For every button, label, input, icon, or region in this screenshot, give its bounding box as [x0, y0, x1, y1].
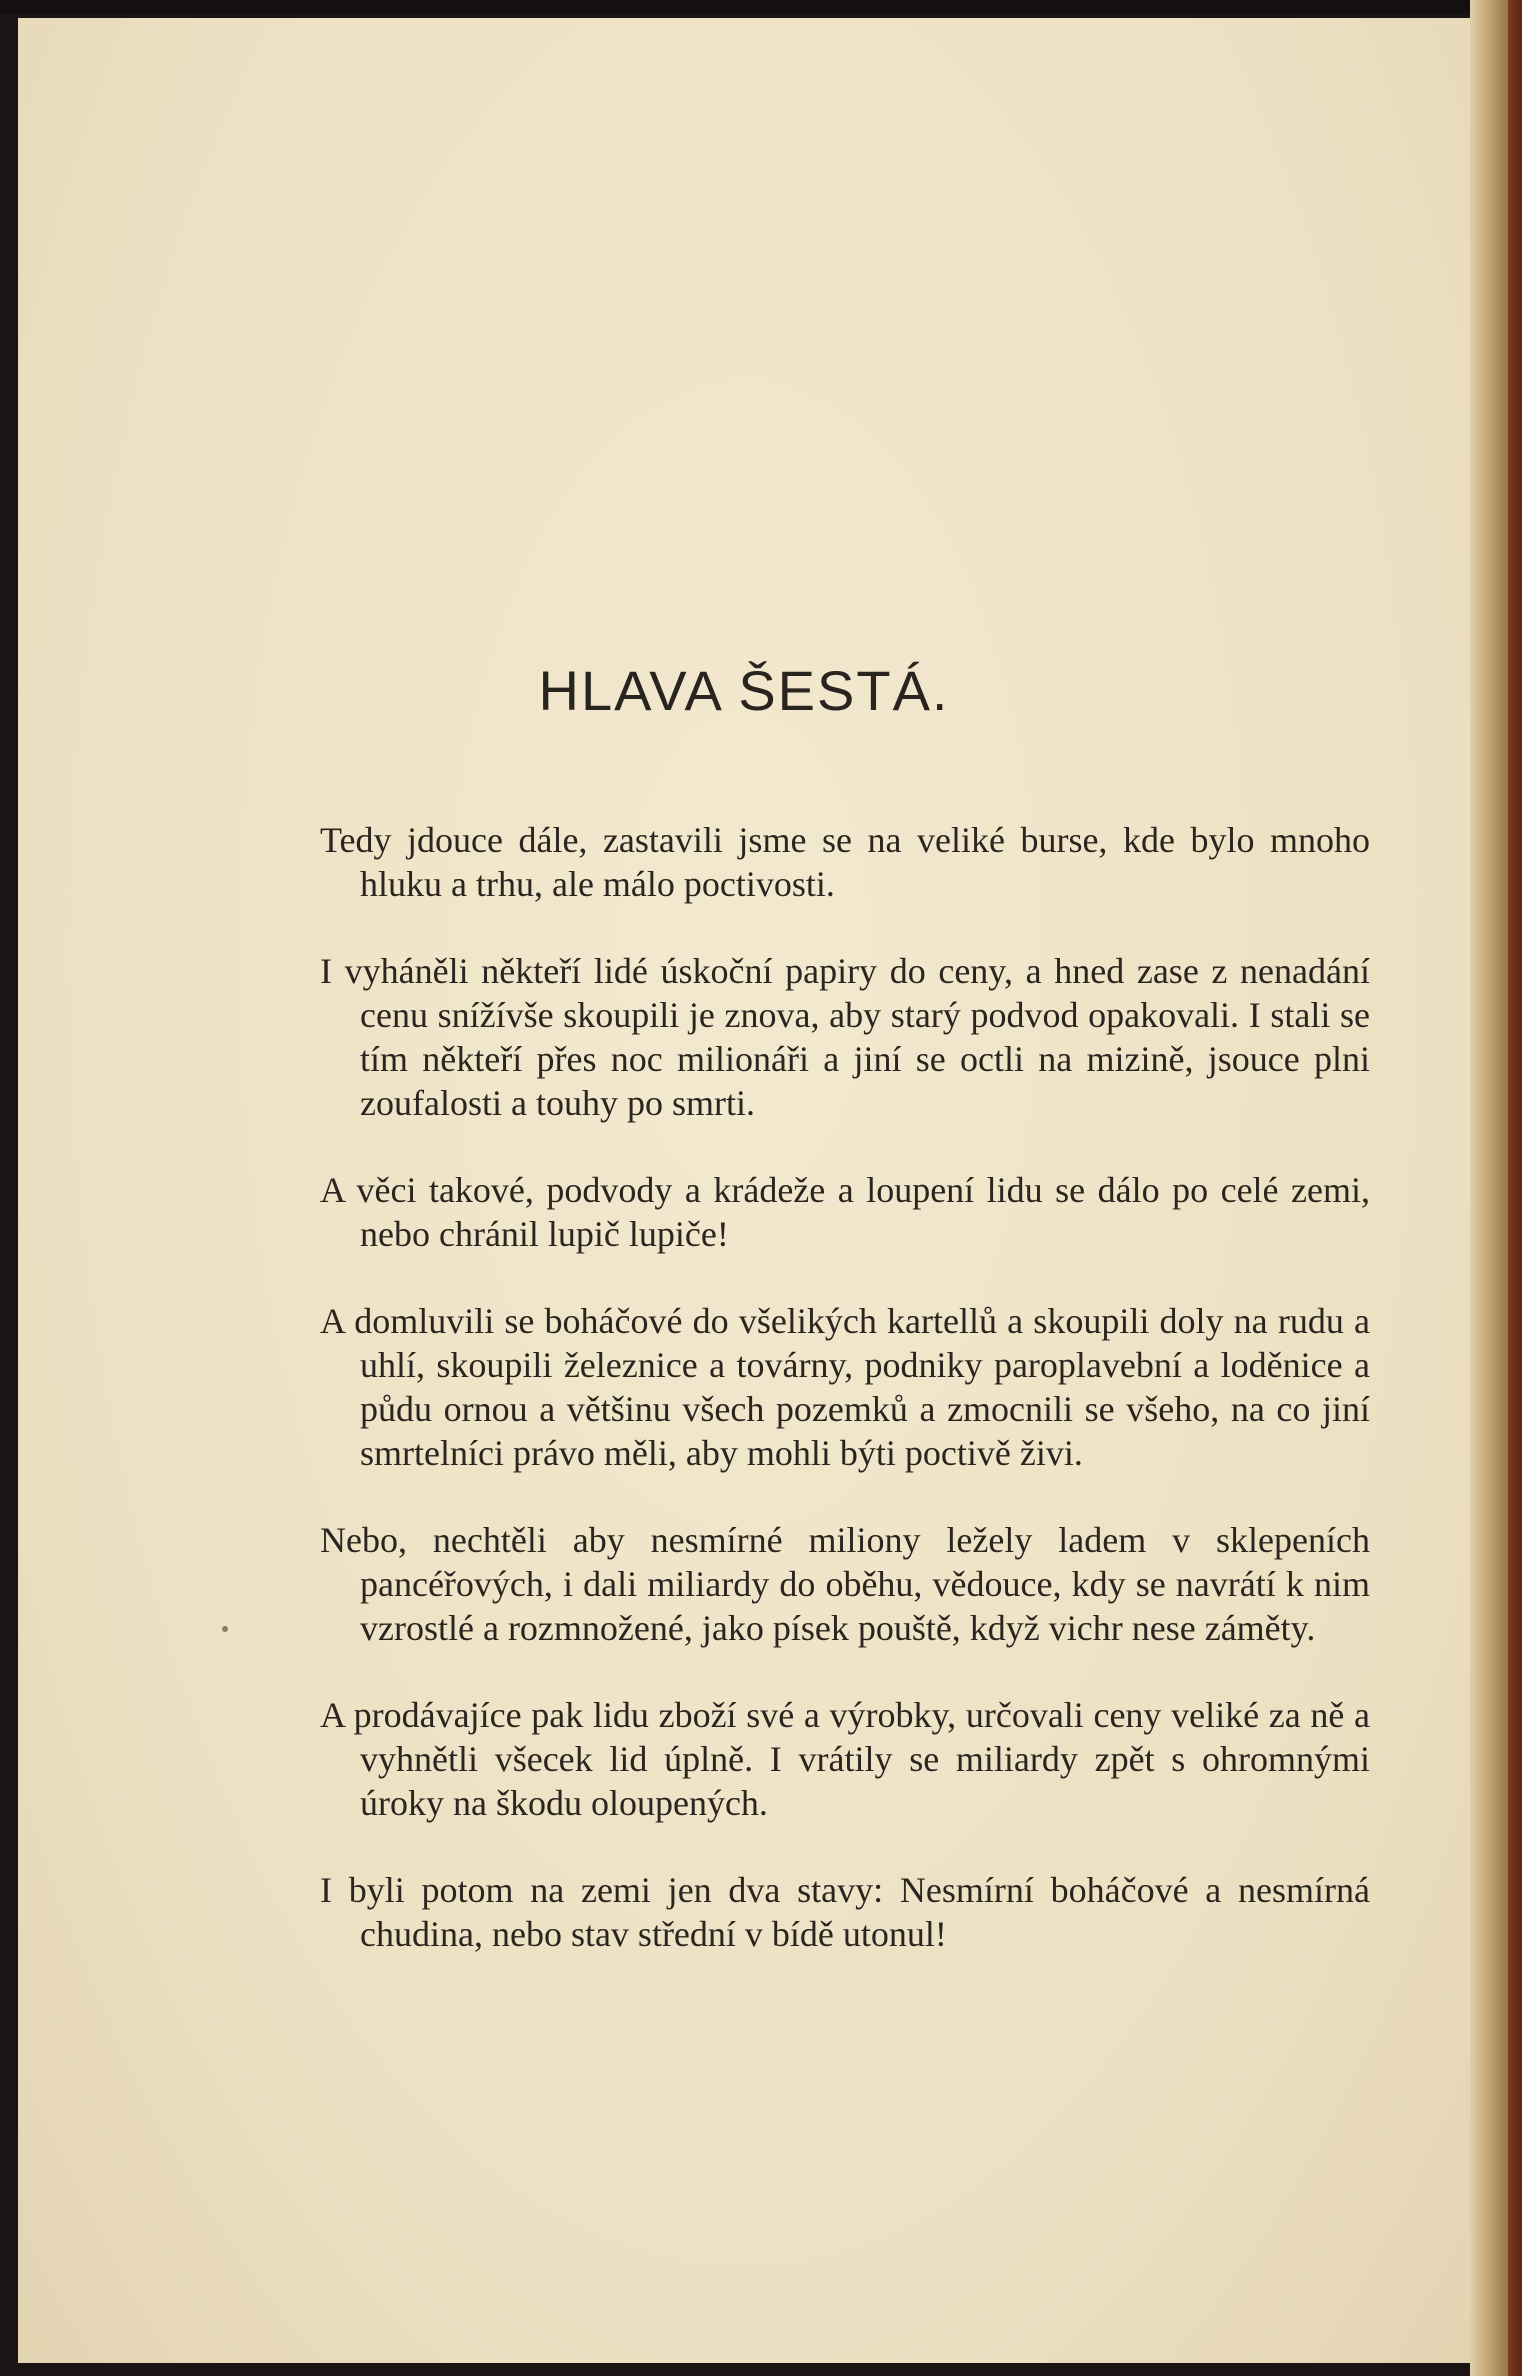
paragraph-2: I vyháněli někteří lidé úskoční papiry do ceny, a hned zase z nenadání cenu snížívše skoupili je znova, aby starý podvod opakovali. I stali se tím někteří přes noc milionáři a jiní se octli na mizině, jsouce plni zoufalosti a touhy po smrti. [320, 951, 1370, 1123]
paragraph-4: A domluvili se boháčové do všelikých kartellů a skoupili doly na rudu a uhlí, skoupili železnice a továrny, podniky paroplavební a loděnice a půdu ornou a většinu všech pozemků a zmocnili se všeho, na co jiní smrtelníci právo měli, aby mohli býti poctivě živi. [320, 1301, 1370, 1473]
paragraph-3: A věci takové, podvody a krádeže a loupení lidu se dálo po celé zemi, nebo chránil lupič lupiče! [320, 1170, 1370, 1254]
scan-top-border [0, 0, 1522, 14]
book-page [18, 18, 1470, 2363]
chapter-title: HLAVA ŠESTÁ. [538, 659, 950, 722]
paper-speck [222, 1626, 228, 1632]
paragraph-1: Tedy jdouce dále, zastavili jsme se na veliké burse, kde bylo mnoho hluku a trhu, ale málo poctivosti. [320, 820, 1370, 904]
paragraph-5: Nebo, nechtěli aby nesmírné miliony ležely ladem v sklepeních pancéřových, i dali miliardy do oběhu, vědouce, kdy se navrátí k nim vzrostlé a rozmnožené, jako písek pouště, když vichr nese záměty. [320, 1520, 1370, 1648]
paragraph-7: I byli potom na zemi jen dva stavy: Nesmírní boháčové a nesmírná chudina, nebo stav střední v bídě utonul! [320, 1870, 1370, 1954]
chapter-body [320, 818, 1370, 1999]
book-cover-edge [1508, 0, 1522, 2376]
paragraph-6: A prodávajíce pak lidu zboží své a výrobky, určovali ceny veliké za ně a vyhnětli všecek lid úplně. I vrátily se miliardy zpět s ohromnými úroky na škodu oloupených. [320, 1695, 1370, 1823]
